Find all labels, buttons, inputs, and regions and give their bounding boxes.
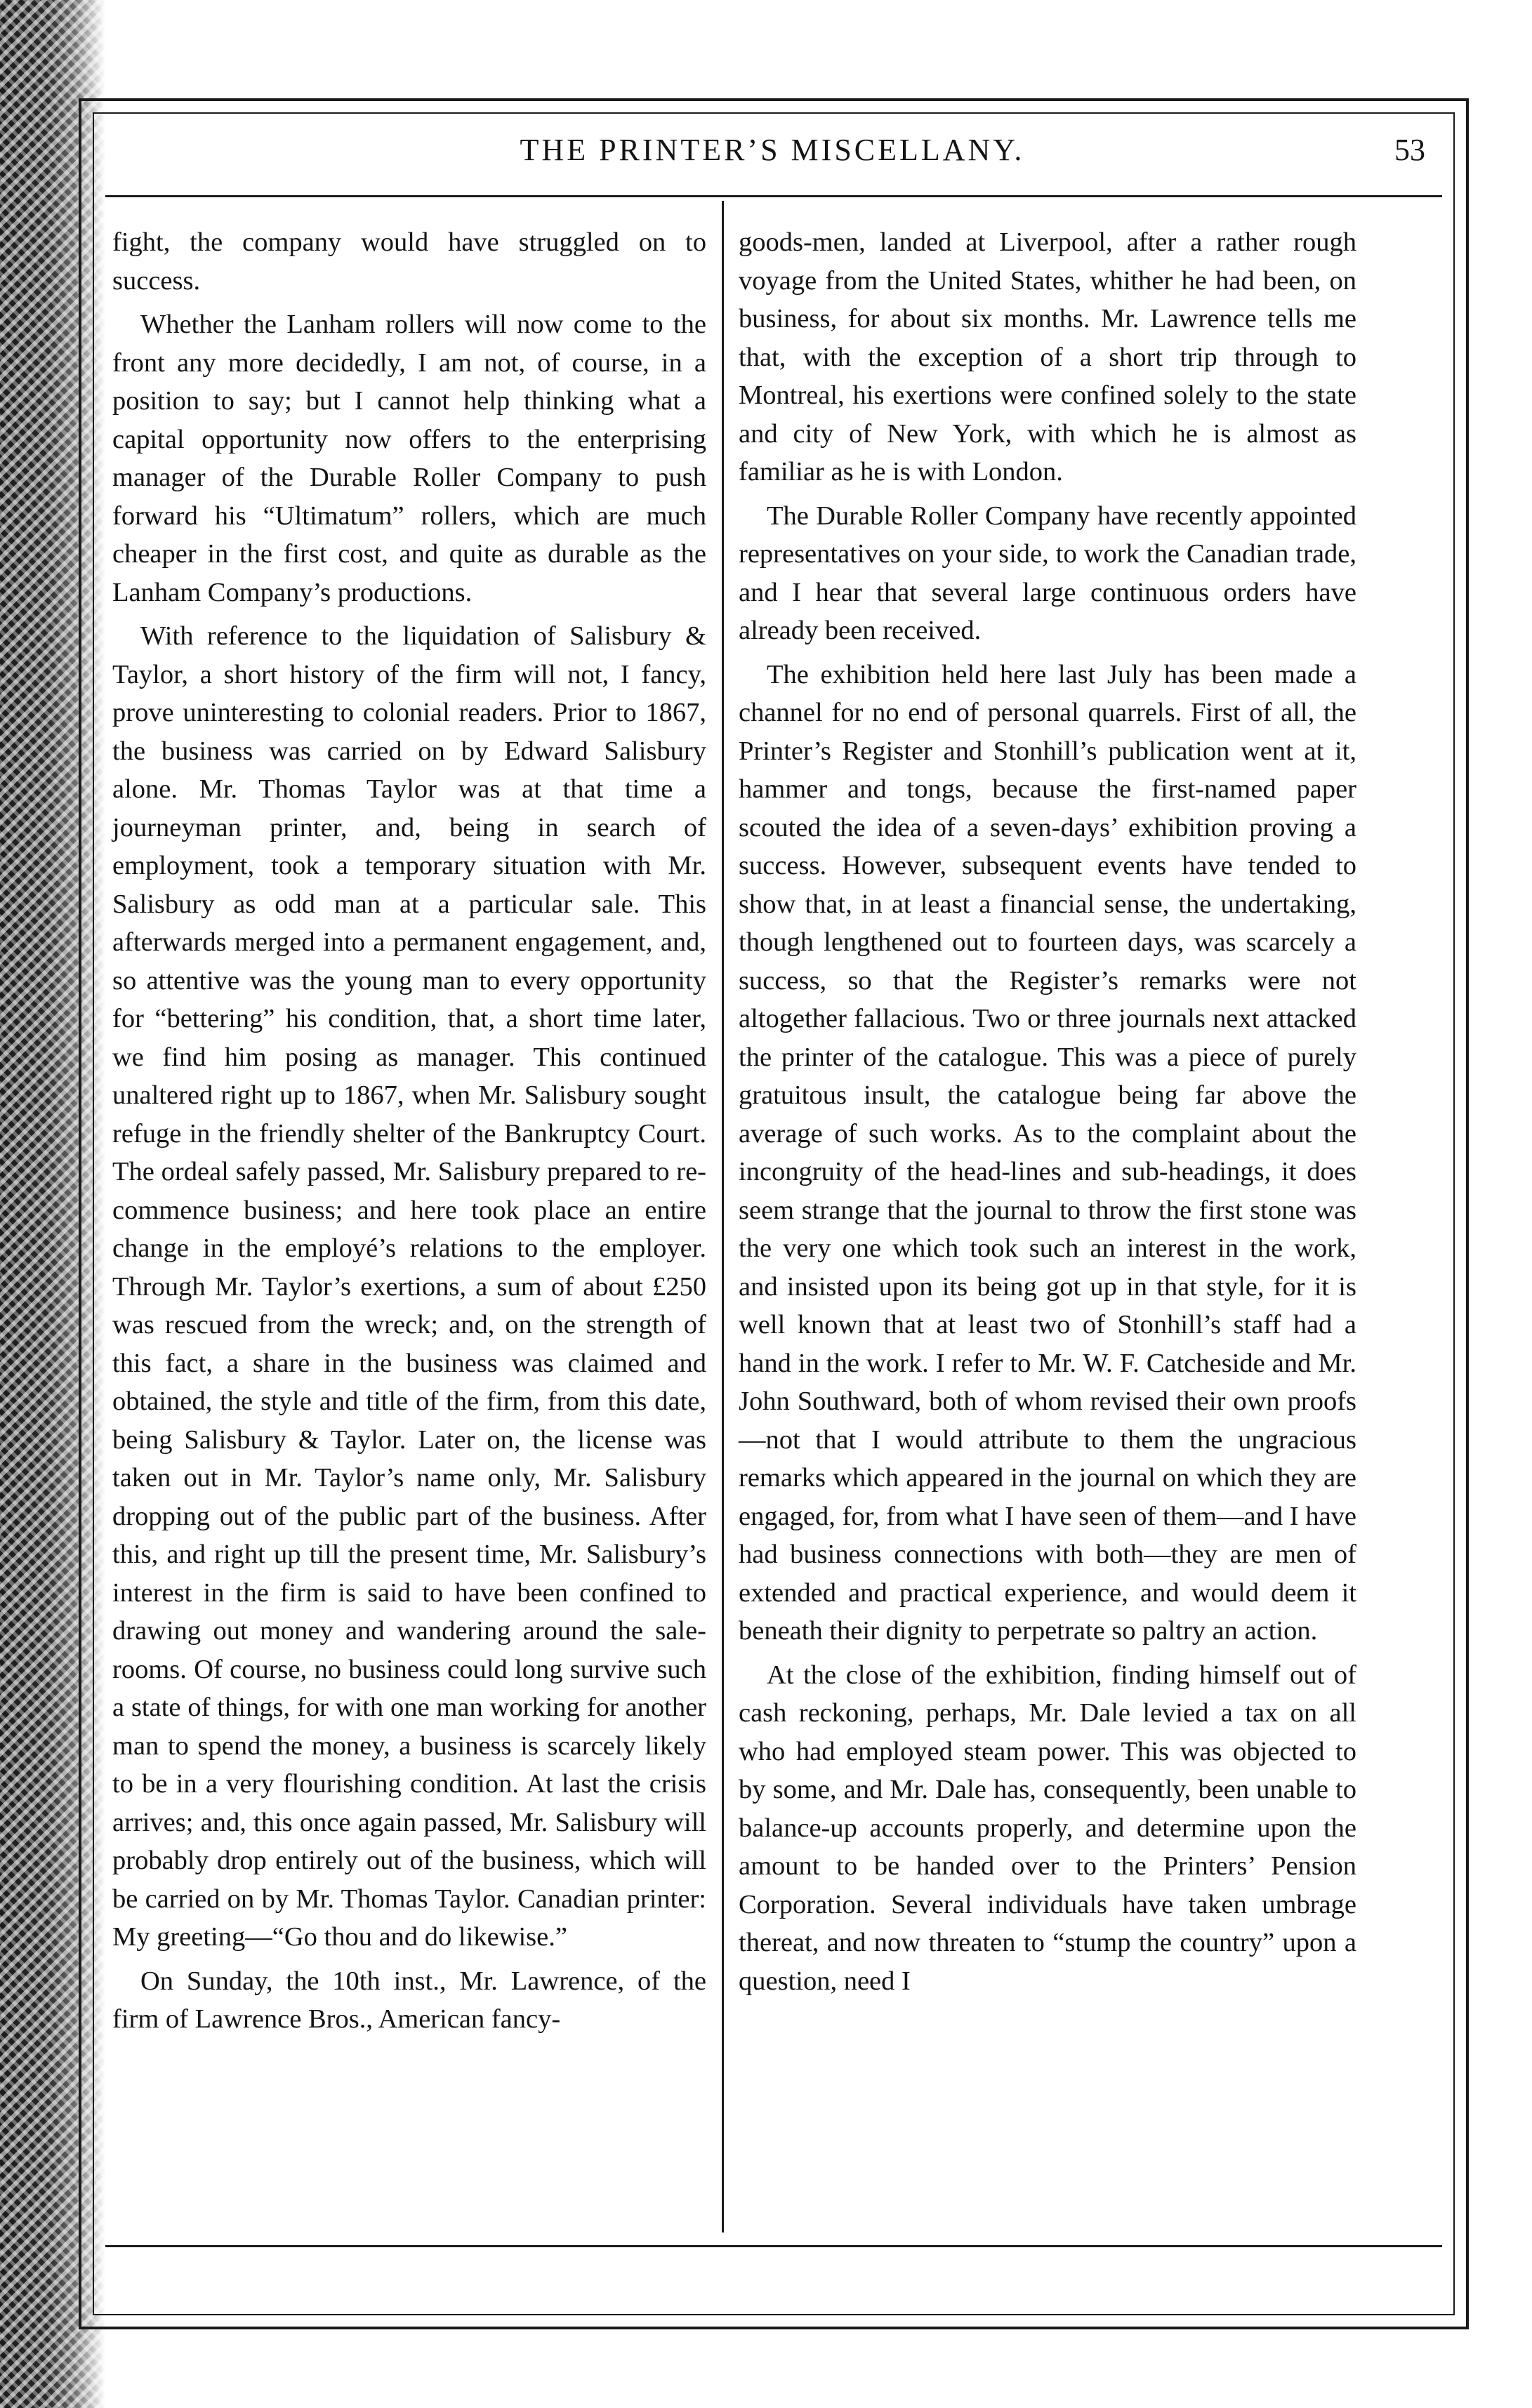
paragraph: Whether the Lanham rollers will now come to the front any more decidedly, I am not, of course, in a position to say; but I cannot help thinking what a capital opportunity now offers to the enterprising manager of the Durable Roller Company to push forward his “Ultimatum” rollers, which are much cheaper in the first cost, and quite as durable as the Lanham Company’s productions. xyxy=(112,310,706,607)
column-divider xyxy=(722,201,724,2232)
running-title: THE PRINTER’S MISCELLANY. xyxy=(520,133,1025,167)
header-rule xyxy=(105,195,1442,197)
paragraph: At the close of the exhibition, finding himself out of cash reckoning, perhaps, Mr. Dale levied a tax on all who had employed steam power. This was objected to by some, and Mr. Dale has, consequently, been unable to balance-up accounts properly, and determine upon the amount to be handed over to the Printers’ Pension Corporation. Several individuals have taken umbrage thereat, and now threaten to “stump the country” upon a question, need I xyxy=(739,1660,1356,1996)
paragraph: On Sunday, the 10th inst., Mr. Lawrence, of the firm of Lawrence Bros., American fancy- xyxy=(112,1966,706,2034)
footer-rule xyxy=(105,2245,1442,2247)
paragraph: fight, the company would have struggled on to success. xyxy=(112,227,706,296)
left-column xyxy=(112,223,706,2044)
right-column xyxy=(739,223,1356,2006)
paragraph: The Durable Roller Company have recently appointed representatives on your side, to work the Canadian trade, and I hear that several large continuous orders have already been received. xyxy=(739,501,1356,645)
page-number: 53 xyxy=(1394,133,1425,167)
paragraph: With reference to the liquidation of Salisbury & Taylor, a short history of the firm will not, I fancy, prove uninteresting to colonial readers. Prior to 1867, the business was carried on by Edward Salisbury alone. Mr. Thomas Taylor was at that time a journeyman printer, and, being in search of employment, took a temporary situation with Mr. Salisbury as odd man at a particular sale. This afterwards merged into a permanent engagement, and, so attentive was the young man to every opportunity for “bettering” his condition, that, a short time later, we find him posing as manager. This continued unaltered right up to 1867, when Mr. Salisbury sought refuge in the friendly shelter of the Bankruptcy Court. The ordeal safely passed, Mr. Salisbury prepared to re-commence business; and here took place an entire change in the employé’s relations to the employer. Through Mr. Taylor’s exertions, a sum of about £250 was rescued from the wreck; and, on the strength of this fact, a share in the business was claimed and obtained, the style and title of the firm, from this date, being Salisbury & Taylor. Later on, the license was taken out in Mr. Taylor’s name only, Mr. Salisbury dropping out of the public part of the business. After this, and right up till the present time, Mr. Salisbury’s interest in the firm is said to have been confined to drawing out money and wandering around the sale-rooms. Of course, no business could long survive such a state of things, for with one man working for another man to spend the money, a business is scarcely likely to be in a very flourishing condition. At last the crisis arrives; and, this once again passed, Mr. Salisbury will probably drop entirely out of the business, which will be carried on by Mr. Thomas Taylor. Canadian printer: My greeting—“Go thou and do likewise.” xyxy=(112,621,706,1952)
page-header xyxy=(105,132,1439,181)
paragraph: The exhibition held here last July has been made a channel for no end of personal quarrels. First of all, the Printer’s Register and Stonhill’s publication went at it, hammer and tongs, because the first-named paper scouted the idea of a seven-days’ exhibition proving a success. However, subsequent events have tended to show that, in at least a financial sense, the undertaking, though lengthened out to fourteen days, was scarcely a success, so that the Register’s remarks were not altogether fallacious. Two or three journals next attacked the printer of the catalogue. This was a piece of purely gratuitous insult, the catalogue being far above the average of such works. As to the complaint about the incongruity of the head-lines and sub-headings, it does seem strange that the journal to throw the first stone was the very one which took such an interest in the work, and insisted upon its being got up in that style, for it is well known that at least two of Stonhill’s staff had a hand in the work. I refer to Mr. W. F. Catcheside and Mr. John Southward, both of whom revised their own proofs—not that I would attribute to them the ungracious remarks which appeared in the journal on which they are engaged, for, from what I have seen of them—and I have had business connections with both—they are men of extended and practical experience, and would deem it beneath their dignity to perpetrate so paltry an action. xyxy=(739,659,1356,1646)
paragraph: goods-men, landed at Liverpool, after a rather rough voyage from the United States, whither he had been, on business, for about six months. Mr. Lawrence tells me that, with the exception of a short trip through to Montreal, his exertions were confined solely to the state and city of New York, with which he is almost as familiar as he is with London. xyxy=(739,227,1356,487)
